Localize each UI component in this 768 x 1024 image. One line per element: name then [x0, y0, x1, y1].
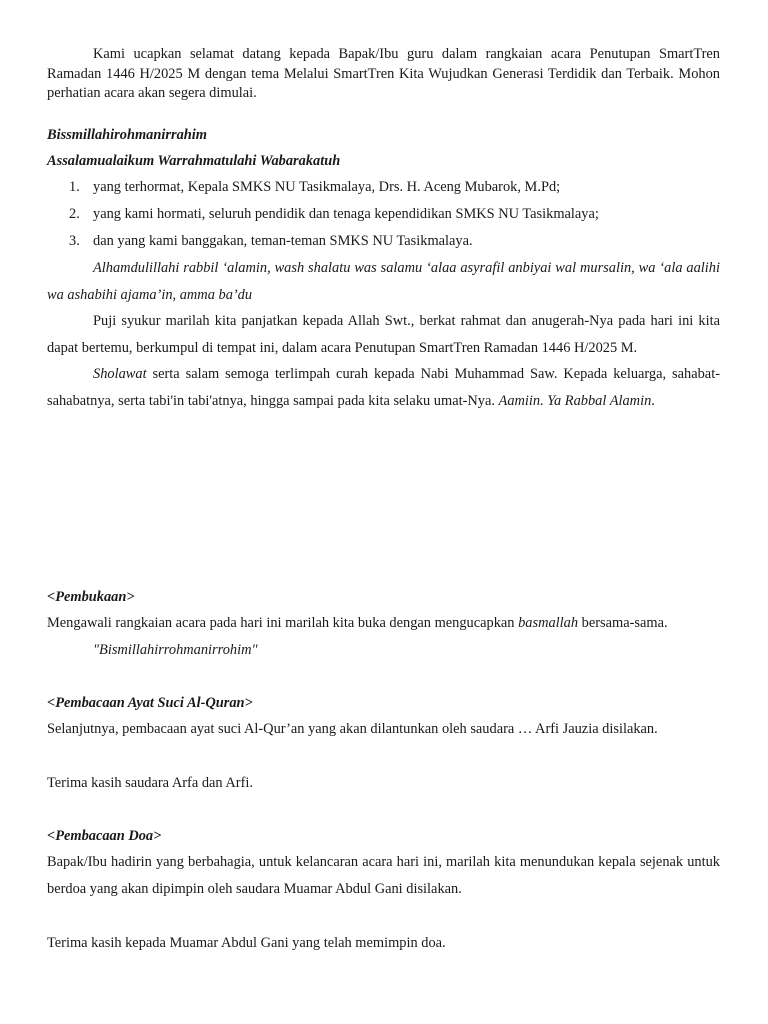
doa-thanks: Terima kasih kepada Muamar Abdul Gani yang telah memimpin doa.	[47, 935, 446, 951]
list-item-text: yang kami hormati, seluruh pendidik dan tenaga kependidikan SMKS NU Tasikmalaya;	[93, 206, 599, 222]
section-doa	[47, 823, 720, 902]
hamdalah-paragraph: Alhamdulillahi rabbil ‘alamin, wash shalatu was salamu ‘alaa asyrafil anbiyai wal mursalin, wa ‘ala aalihi wa ashabihi ajama’in, amma ba’du	[47, 260, 720, 303]
list-item	[47, 228, 720, 255]
section-heading: <Pembukaan>	[47, 589, 135, 605]
list-number: 1.	[69, 179, 80, 195]
intro-paragraph: Kami ucapkan selamat datang kepada Bapak/Ibu guru dalam rangkaian acara Penutupan SmartTren Ramadan 1446 H/2025 M dengan tema Melalui SmartTren Kita Wujudkan Generasi Terdidik dan Terbaik. Mohon perhatian acara akan segera dimulai.	[47, 46, 720, 101]
basmalah-quote: "Bismillahirrohmanirrohim"	[93, 641, 258, 658]
list-number: 2.	[69, 206, 80, 222]
quran-text: Selanjutnya, pembacaan ayat suci Al-Qur’an yang akan dilantunkan oleh saudara … Arfi Jauzia disilakan.	[47, 721, 658, 737]
section-heading: <Pembacaan Ayat Suci Al-Quran>	[47, 695, 253, 711]
section-pembukaan	[47, 584, 720, 663]
quran-thanks: Terima kasih saudara Arfa dan Arfi.	[47, 775, 253, 791]
list-number: 3.	[69, 233, 80, 249]
sholawat-closing: Aamiin. Ya Rabbal Alamin	[498, 392, 652, 409]
sholawat-end: .	[651, 392, 655, 409]
salam-line: Assalamualaikum Warrahmatulahi Wabarakatuh	[47, 153, 341, 169]
pembukaan-text-part: Mengawali rangkaian acara pada hari ini marilah kita buka dengan mengucapkan	[47, 615, 519, 631]
basmallah-term: basmallah	[518, 615, 579, 631]
pembukaan-text	[47, 610, 720, 637]
gratitude-paragraph: Puji syukur marilah kita panjatkan kepada Allah Swt., berkat rahmat dan anugerah-Nya pada hari ini kita dapat bertemu, berkumpul di tempat ini, dalam acara Penutupan SmartTren Ramadan 1446 H/2025 M.	[47, 313, 720, 356]
pembukaan-text-part: bersama-sama.	[578, 615, 668, 631]
sholawat-body: serta salam semoga terlimpah curah kepada Nabi Muhammad Saw. Kepada keluarga, sahabat-sahabatnya, serta tabi'in tabi'atnya, hingga sampai pada kita selaku umat-Nya.	[47, 366, 720, 409]
list-item-text: dan yang kami banggakan, teman-teman SMKS NU Tasikmalaya.	[93, 233, 473, 249]
addressee-list	[47, 174, 720, 255]
section-heading: <Pembacaan Doa>	[47, 828, 162, 844]
doa-text: Bapak/Ibu hadirin yang berbahagia, untuk kelancaran acara hari ini, marilah kita menundukan kepala sejenak untuk berdoa yang akan dipimpin oleh saudara Muamar Abdul Gani disilakan.	[47, 854, 720, 897]
section-quran	[47, 690, 720, 743]
sholawat-lead: Sholawat	[93, 366, 147, 383]
list-item	[47, 201, 720, 228]
sholawat-paragraph	[47, 361, 720, 414]
list-item-text: yang terhormat, Kepala SMKS NU Tasikmalaya, Drs. H. Aceng Mubarok, M.Pd;	[93, 179, 561, 195]
list-item	[47, 174, 720, 201]
opening-block	[47, 122, 720, 415]
basmalah-line: Bissmillahirohmanirrahim	[47, 127, 207, 143]
